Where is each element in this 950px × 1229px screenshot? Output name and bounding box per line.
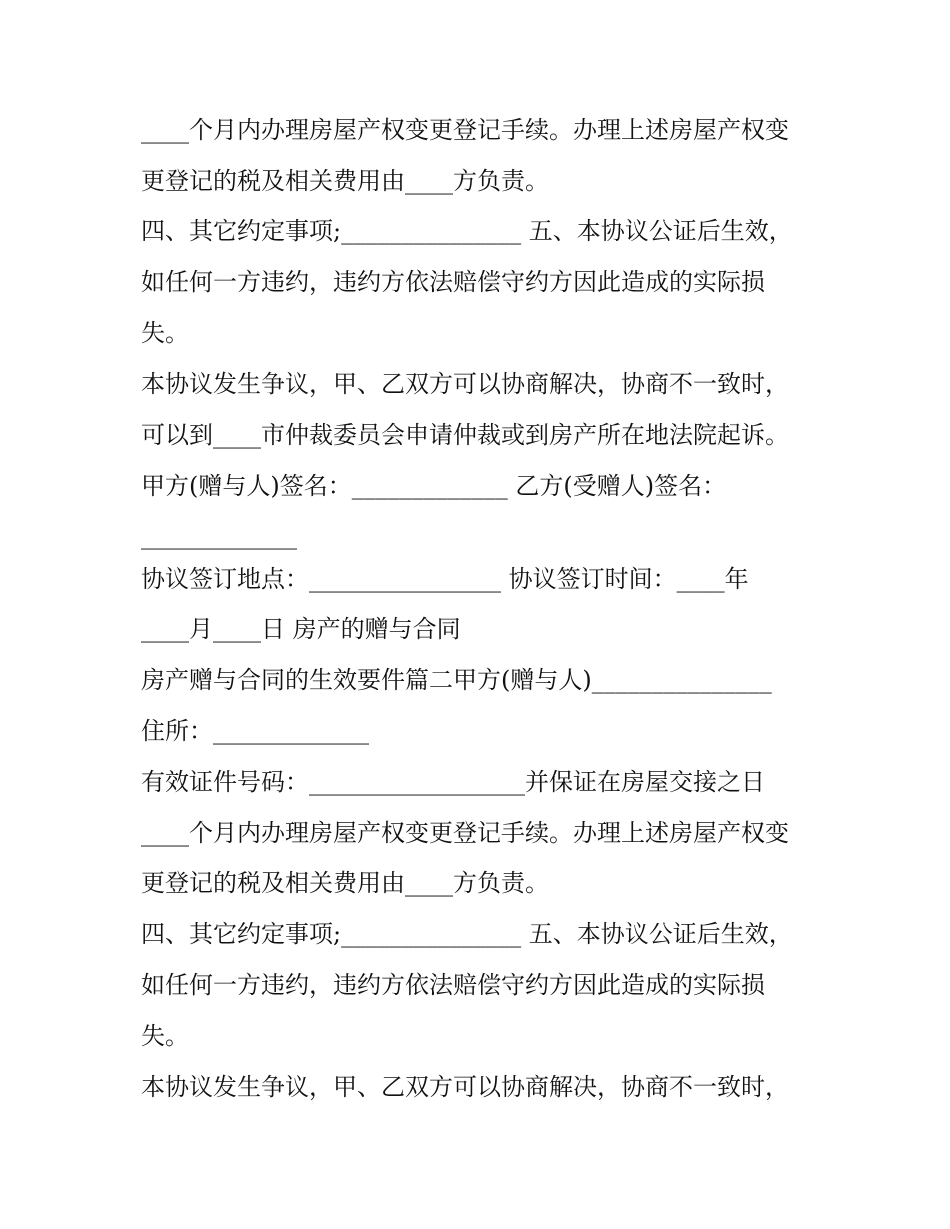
text-line-8: 甲方(赠与人)签名：_____________ 乙方(受赠人)签名： [141,472,727,500]
text-line-2: 更登记的税及相关费用由____方负责。 [141,167,549,195]
text-line-13: 住所：_____________ [141,717,369,745]
text-line-3: 四、其它约定事项;_______________ 五、本协议公证后生效， [141,217,793,245]
text-line-6: 本协议发生争议，甲、乙双方可以协商解决，协商不一致时， [141,370,789,398]
text-line-15: ____个月内办理房屋产权变更登记手续。办理上述房屋产权变 [141,819,789,847]
text-line-4: 如任何一方违约，违约方依法赔偿守约方因此造成的实际损 [141,268,765,296]
text-line-17: 四、其它约定事项;_______________ 五、本协议公证后生效， [141,920,793,948]
text-line-14: 有效证件号码：__________________并保证在房屋交接之日 [141,768,765,796]
text-line-18: 如任何一方违约，违约方依法赔偿守约方因此造成的实际损 [141,971,765,999]
text-line-16: 更登记的税及相关费用由____方负责。 [141,869,549,897]
text-line-5: 失。 [141,319,189,347]
text-line-10: 协议签订地点：________________ 协议签订时间：____年 [141,565,749,593]
text-line-11: ____月____日 房产的赠与合同 [141,615,461,643]
text-line-7: 可以到____市仲裁委员会申请仲裁或到房产所在地法院起诉。 [141,421,789,449]
text-line-20: 本协议发生争议，甲、乙双方可以协商解决，协商不一致时， [141,1073,789,1101]
text-line-1: ____个月内办理房屋产权变更登记手续。办理上述房屋产权变 [141,116,789,144]
text-line-12: 房产赠与合同的生效要件篇二甲方(赠与人)_______________ [141,666,772,694]
text-line-9: _____________ [141,522,297,550]
text-line-19: 失。 [141,1022,189,1050]
